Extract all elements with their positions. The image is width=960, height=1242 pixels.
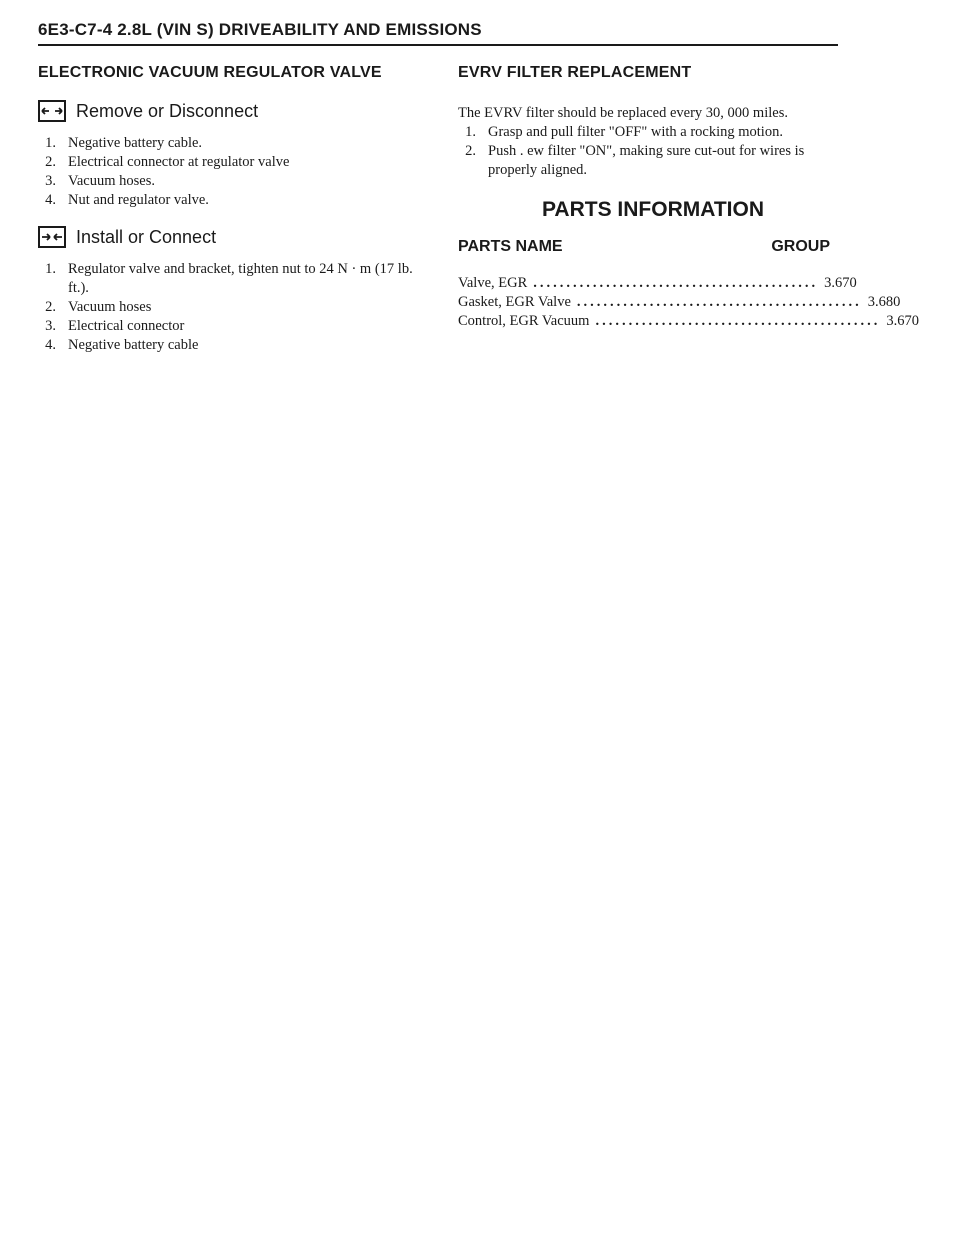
dot-leader: ........................................... bbox=[595, 313, 881, 329]
table-row bbox=[458, 274, 857, 293]
dot-leader: ........................................... bbox=[533, 275, 819, 291]
part-name: Valve, EGR bbox=[458, 275, 528, 291]
install-connect-heading bbox=[38, 226, 433, 248]
right-column bbox=[458, 64, 919, 331]
table-row bbox=[458, 293, 901, 312]
evrv-section-title: ELECTRONIC VACUUM REGULATOR VALVE bbox=[38, 64, 382, 81]
install-connect-icon bbox=[38, 226, 66, 248]
filter-section-title: EVRV FILTER REPLACEMENT bbox=[458, 64, 692, 81]
group-column-header: GROUP bbox=[771, 238, 830, 255]
install-steps-list bbox=[38, 260, 433, 355]
list-item: 2. Push . ew filter "ON", making sure cut-out for wires is properly aligned. bbox=[465, 143, 805, 178]
page-title: 6E3-C7-4 2.8L (VIN S) DRIVEABILITY AND EMISSIONS bbox=[38, 20, 482, 39]
list-item: 1. Regulator valve and bracket, tighten nut to 24 N · m (17 lb. ft.). bbox=[45, 261, 413, 296]
remove-disconnect-heading bbox=[38, 100, 433, 122]
list-item: 3. Electrical connector bbox=[45, 318, 185, 334]
list-item: 2. Vacuum hoses bbox=[45, 299, 152, 315]
table-row bbox=[458, 312, 919, 331]
parts-table bbox=[458, 274, 919, 331]
filter-steps-list bbox=[458, 123, 848, 180]
list-item: 1. Grasp and pull filter "OFF" with a rocking motion. bbox=[465, 124, 783, 140]
part-name: Control, EGR Vacuum bbox=[458, 313, 590, 329]
remove-disconnect-icon bbox=[38, 100, 66, 122]
remove-disconnect-label: Remove or Disconnect bbox=[76, 100, 259, 121]
part-group: 3.670 bbox=[886, 313, 919, 329]
page-header bbox=[38, 20, 838, 46]
list-item: 2. Electrical connector at regulator valve bbox=[45, 154, 290, 170]
parts-name-column-header: PARTS NAME bbox=[458, 238, 563, 255]
parts-table-header bbox=[458, 238, 848, 256]
part-name: Gasket, EGR Valve bbox=[458, 294, 571, 310]
list-item: 1. Negative battery cable. bbox=[45, 135, 203, 151]
install-connect-label: Install or Connect bbox=[76, 226, 217, 247]
list-item: 4. Negative battery cable bbox=[45, 337, 199, 353]
remove-steps-list bbox=[38, 134, 433, 210]
part-group: 3.680 bbox=[867, 294, 901, 310]
part-group: 3.670 bbox=[824, 275, 857, 291]
list-item: 3. Vacuum hoses. bbox=[45, 173, 155, 189]
left-column bbox=[38, 64, 433, 355]
dot-leader: ........................................... bbox=[576, 294, 862, 310]
parts-information-heading: PARTS INFORMATION bbox=[541, 198, 765, 221]
filter-intro-text: The EVRV filter should be replaced every 30, 000 miles. bbox=[458, 105, 788, 121]
list-item: 4. Nut and regulator valve. bbox=[45, 192, 209, 208]
